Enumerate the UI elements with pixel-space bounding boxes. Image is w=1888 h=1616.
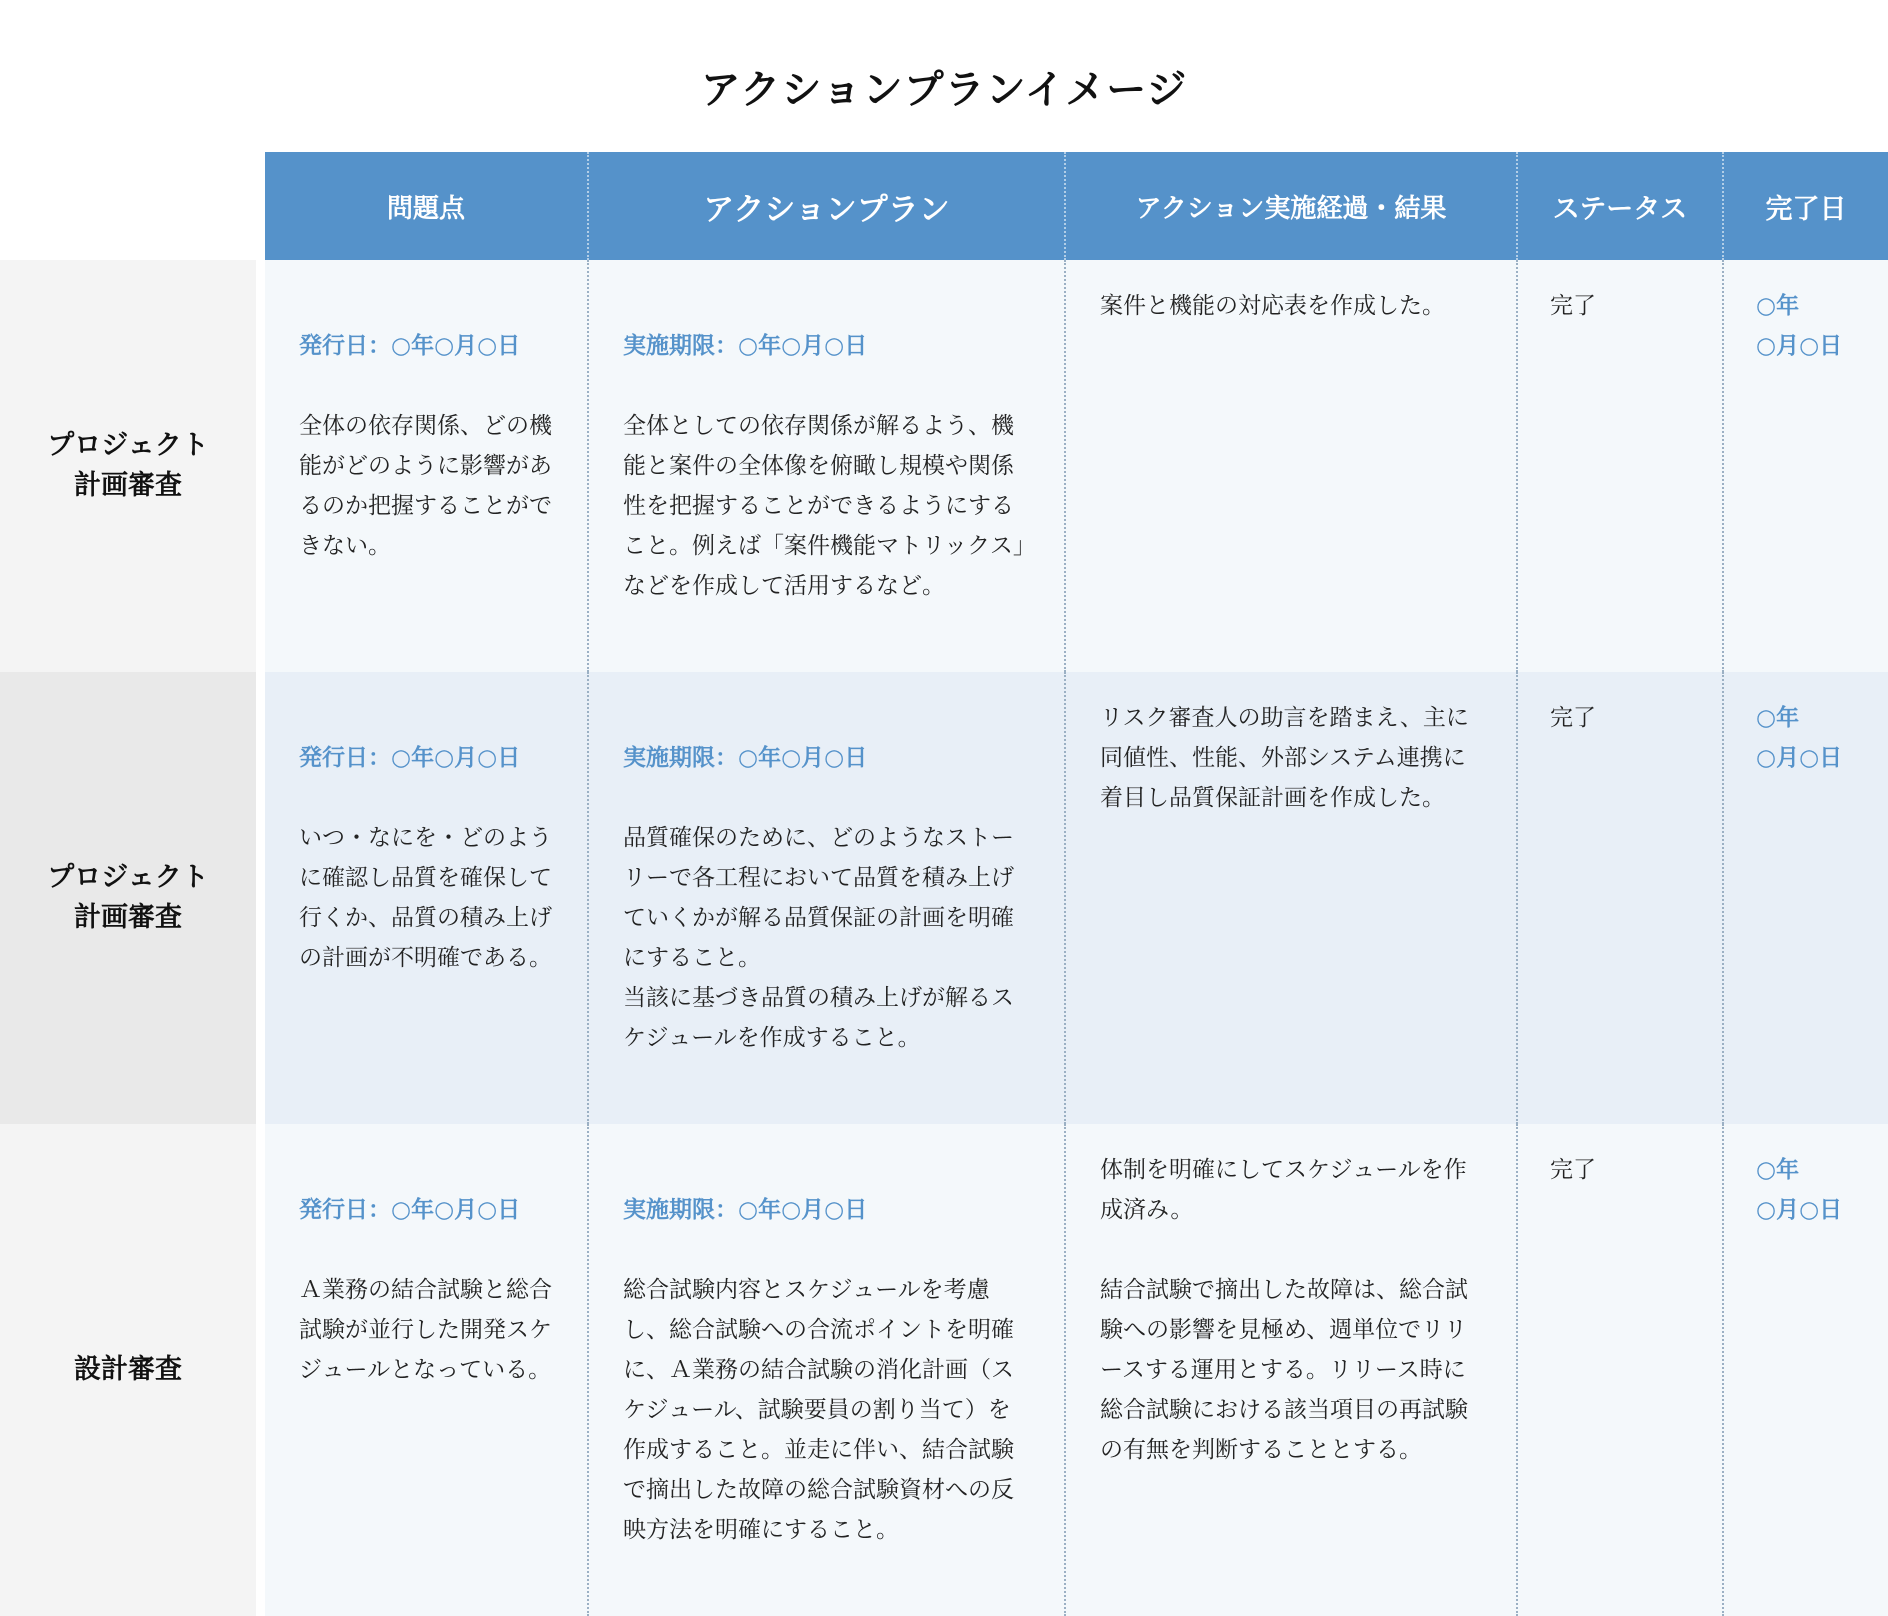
page-title: アクションプランイメージ — [700, 67, 1188, 113]
row-label: 設計審査 — [0, 1124, 265, 1616]
header-row — [0, 152, 1888, 260]
plan-text: 総合試験内容とスケジュールを考慮し、総合試験への合流ポイントを明確に、Ａ業務の結合試験の消化計画（スケジュール、試験要員の割り当て）を作成すること。並走に伴い、結合試験で摘出した故障の総合試験資材への反映方法を明確にすること。 — [623, 1277, 1014, 1543]
header-status: ステータス — [1516, 152, 1722, 260]
issue-cell — [265, 672, 587, 1124]
issue-text: 全体の依存関係、どの機能がどのように影響があるのか把握することができない。 — [299, 413, 552, 559]
table-row — [0, 1124, 1888, 1616]
row-label: プロジェクト 計画審査 — [0, 260, 265, 672]
issue-text: いつ・なにを・どのように確認し品質を確保して行くか、品質の積み上げの計画が不明確である。 — [299, 825, 552, 971]
result-cell: リスク審査人の助言を踏まえ、主に同値性、性能、外部システム連携に着目し品質保証計画を作成した。 — [1064, 672, 1516, 1124]
issue-text: Ａ業務の結合試験と総合試験が並行した開発スケジュールとなっている。 — [299, 1277, 552, 1383]
header-corner — [0, 152, 265, 260]
table-row — [0, 672, 1888, 1124]
completion-date-cell: ○年 ○月○日 — [1722, 260, 1888, 672]
issue-cell — [265, 260, 587, 672]
plan-deadline: 実施期限：○年○月○日 — [623, 333, 868, 359]
issue-cell — [265, 1124, 587, 1616]
issue-date: 発行日：○年○月○日 — [299, 745, 521, 771]
plan-deadline: 実施期限：○年○月○日 — [623, 745, 868, 771]
issue-date: 発行日：○年○月○日 — [299, 1197, 521, 1223]
action-plan-table — [0, 152, 1888, 1616]
header-result: アクション実施経過・結果 — [1064, 152, 1516, 260]
result-cell: 体制を明確にしてスケジュールを作成済み。 結合試験で摘出した故障は、総合試験への影響を見極め、週単位でリリースする運用とする。リリース時に総合試験における該当項目の再試験の有無を判断することとする。 — [1064, 1124, 1516, 1616]
header-issue: 問題点 — [265, 152, 587, 260]
table-row — [0, 260, 1888, 672]
status-cell: 完了 — [1516, 260, 1722, 672]
action-plan-cell — [587, 1124, 1064, 1616]
result-cell: 案件と機能の対応表を作成した。 — [1064, 260, 1516, 672]
action-plan-cell — [587, 672, 1064, 1124]
row-label: プロジェクト 計画審査 — [0, 672, 265, 1124]
header-completion-date: 完了日 — [1722, 152, 1888, 260]
header-action-plan: アクションプラン — [587, 152, 1064, 260]
status-cell: 完了 — [1516, 672, 1722, 1124]
plan-deadline: 実施期限：○年○月○日 — [623, 1197, 868, 1223]
status-cell: 完了 — [1516, 1124, 1722, 1616]
completion-date-cell: ○年 ○月○日 — [1722, 1124, 1888, 1616]
action-plan-cell — [587, 260, 1064, 672]
issue-date: 発行日：○年○月○日 — [299, 333, 521, 359]
plan-text: 全体としての依存関係が解るよう、機能と案件の全体像を俯瞰し規模や関係性を把握することができるようにすること。例えば「案件機能マトリックス」などを作成して活用するなど。 — [623, 413, 1025, 599]
plan-text: 品質確保のために、どのようなストーリーで各工程において品質を積み上げていくかが解る品質保証の計画を明確にすること。 当該に基づき品質の積み上げが解るスケジュールを作成すること。 — [623, 825, 1014, 1051]
completion-date-cell: ○年 ○月○日 — [1722, 672, 1888, 1124]
